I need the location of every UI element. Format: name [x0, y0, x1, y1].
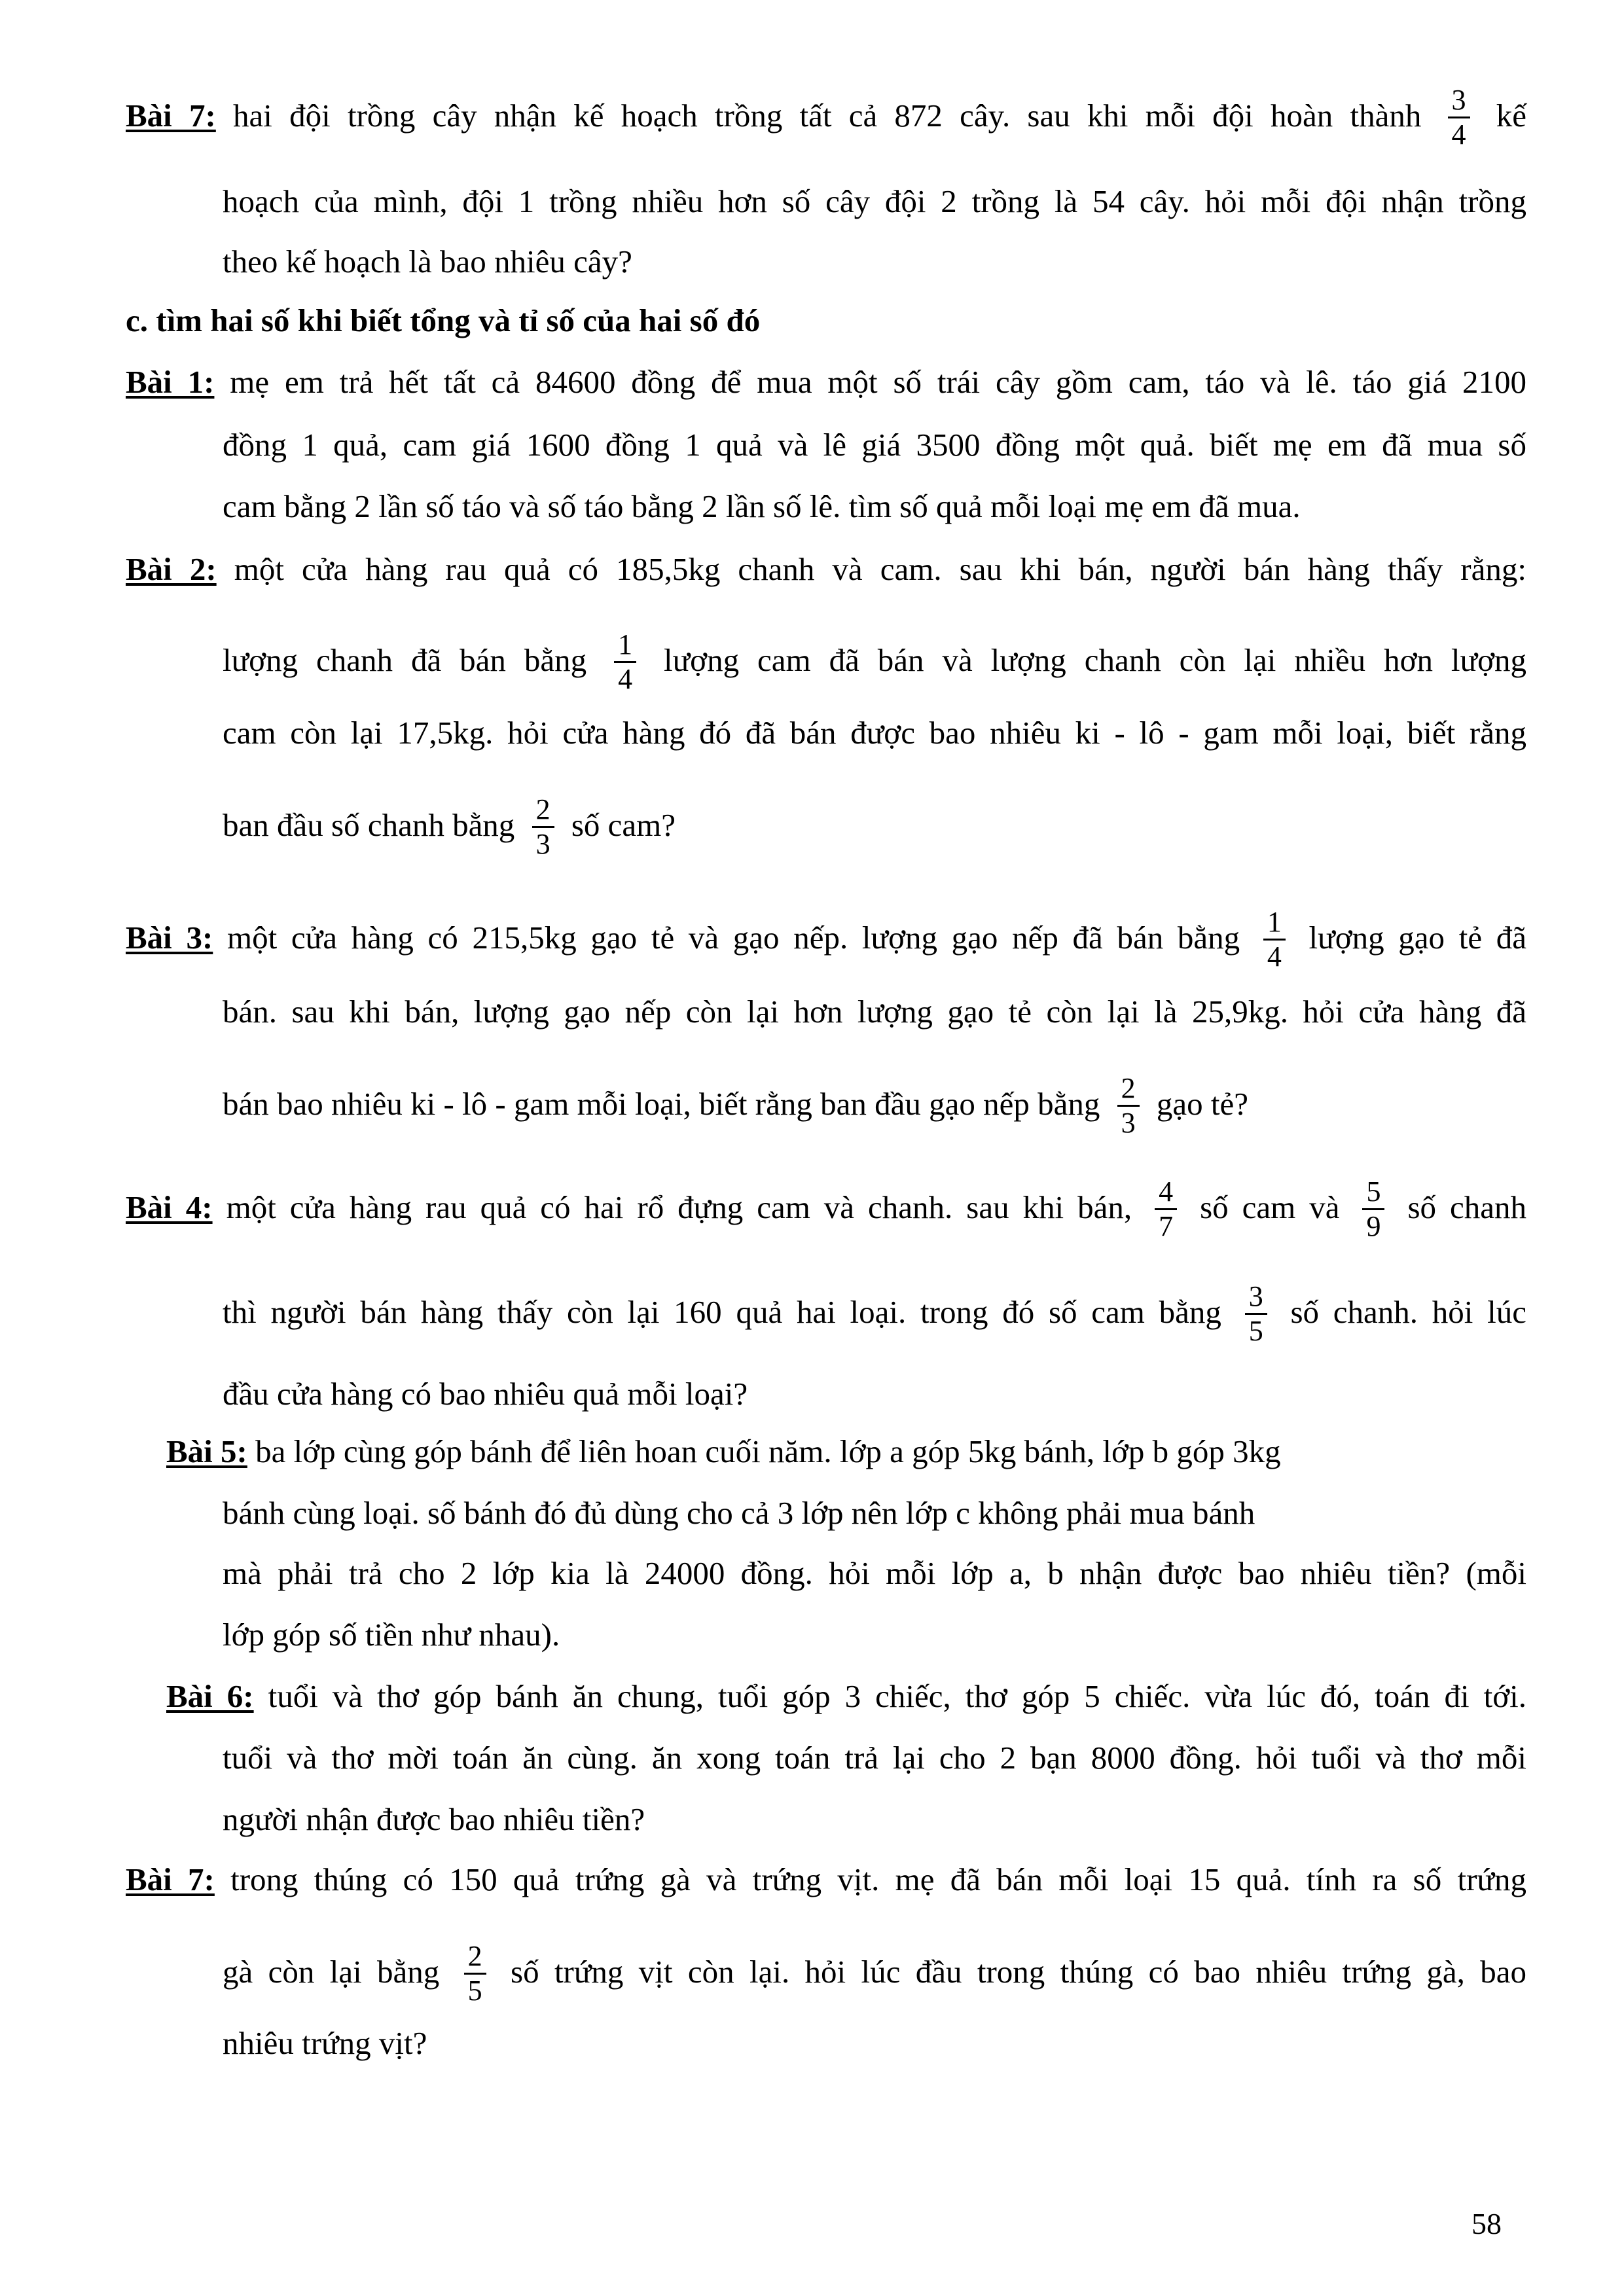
- ex6-label: Bài 6:: [166, 1678, 254, 1714]
- ex7-line-2: gà còn lại bằng $\frac{2}{5}$ số trứng vịt còn lại. hỏi lúc đầu trong thúng có bao nhiêu trứng gà, bao: [223, 1940, 1526, 2007]
- ex6-line-1: Bài 6: tuổi và thơ góp bánh ăn chung, tuổi góp 3 chiếc, thơ góp 5 chiếc. vừa lúc đó, toán đi tới.: [166, 1678, 1526, 1714]
- fraction: $\frac{1}{4}$: [1263, 906, 1286, 973]
- ex3-label: Bài 3:: [126, 919, 213, 956]
- ex7-label: Bài 7:: [126, 1861, 215, 1897]
- ex3-line-3: bán bao nhiêu ki - lô - gam mỗi loại, biết rằng ban đầu gạo nếp bằng $\frac{2}{3}$ gạo tẻ?: [223, 1072, 1248, 1139]
- ex1-line-2: đồng 1 quả, cam giá 1600 đồng 1 quả và lê giá 3500 đồng một quả. biết mẹ em đã mua số: [223, 427, 1526, 463]
- ex4-line-3: đầu cửa hàng có bao nhiêu quả mỗi loại?: [223, 1376, 748, 1412]
- ex6-line-2: tuổi và thơ mời toán ăn cùng. ăn xong toán trả lại cho 2 bạn 8000 đồng. hỏi tuổi và thơ mỗi: [223, 1740, 1526, 1776]
- ex3-line-1: Bài 3: một cửa hàng có 215,5kg gạo tẻ và gạo nếp. lượng gạo nếp đã bán bằng $\frac{1}{4}$ lượng gạo tẻ đã: [126, 906, 1527, 973]
- fraction: $\frac{3}{5}$: [1245, 1280, 1267, 1348]
- ex5-line-3: mà phải trả cho 2 lớp kia là 24000 đồng. hỏi mỗi lớp a, b nhận được bao nhiêu tiền? (mỗi: [223, 1555, 1526, 1591]
- prev-ex-line-1: Bài 7: hai đội trồng cây nhận kế hoạch trồng tất cả 872 cây. sau khi mỗi đội hoàn thành $\frac{3}{4}$ kế: [126, 84, 1527, 151]
- prev-ex-line-3: theo kế hoạch là bao nhiêu cây?: [223, 243, 632, 279]
- ex1-line-1: Bài 1: mẹ em trả hết tất cả 84600 đồng để mua một số trái cây gồm cam, táo và lê. táo giá 2100: [126, 364, 1526, 400]
- ex5-line-1: Bài 5: ba lớp cùng góp bánh để liên hoan cuối năm. lớp a góp 5kg bánh, lớp b góp 3kg: [166, 1433, 1281, 1469]
- ex2-line-2: lượng chanh đã bán bằng $\frac{1}{4}$ lượng cam đã bán và lượng chanh còn lại nhiều hơn lượng: [223, 628, 1527, 695]
- ex4-line-2: thì người bán hàng thấy còn lại 160 quả hai loại. trong đó số cam bằng $\frac{3}{5}$ số chanh. hỏi lúc: [223, 1280, 1527, 1347]
- ex7-line-3: nhiêu trứng vịt?: [223, 2025, 427, 2061]
- ex1-line-3: cam bằng 2 lần số táo và số táo bằng 2 lần số lê. tìm số quả mỗi loại mẹ em đã mua.: [223, 488, 1301, 524]
- ex2-label: Bài 2:: [126, 551, 217, 587]
- ex7-line-1: Bài 7: trong thúng có 150 quả trứng gà và trứng vịt. mẹ đã bán mỗi loại 15 quả. tính ra số trứng: [126, 1861, 1526, 1897]
- fraction: $\frac{2}{3}$: [532, 793, 554, 861]
- ex4-label: Bài 4:: [126, 1189, 213, 1225]
- fraction: $\frac{3}{4}$: [1448, 84, 1470, 151]
- ex6-line-3: người nhận được bao nhiêu tiền?: [223, 1801, 645, 1837]
- prev-ex-line-2: hoạch của mình, đội 1 trồng nhiều hơn số cây đội 2 trồng là 54 cây. hỏi mỗi đội nhận trồng: [223, 183, 1526, 219]
- ex5-label: Bài 5:: [166, 1433, 247, 1469]
- ex4-line-1: Bài 4: một cửa hàng rau quả có hai rổ đựng cam và chanh. sau khi bán, $\frac{4}{7}$ số cam và $\frac{5}{9}$ số chanh: [126, 1175, 1527, 1242]
- section-title: c. tìm hai số khi biết tổng và tỉ số của hai số đó: [126, 302, 761, 338]
- ex1-label: Bài 1:: [126, 364, 215, 400]
- fraction: $\frac{4}{7}$: [1155, 1175, 1177, 1243]
- ex2-line-1: Bài 2: một cửa hàng rau quả có 185,5kg chanh và cam. sau khi bán, người bán hàng thấy rằng:: [126, 551, 1526, 587]
- fraction: $\frac{1}{4}$: [614, 628, 636, 696]
- ex5-line-4: lớp góp số tiền như nhau).: [223, 1617, 560, 1653]
- fraction: $\frac{2}{5}$: [464, 1940, 486, 2007]
- prev-ex-label: Bài 7:: [126, 97, 216, 134]
- fraction: $\frac{2}{3}$: [1117, 1072, 1140, 1139]
- fraction: $\frac{5}{9}$: [1362, 1175, 1384, 1243]
- ex3-line-2: bán. sau khi bán, lượng gạo nếp còn lại hơn lượng gạo tẻ còn lại là 25,9kg. hỏi cửa hàng đã: [223, 994, 1526, 1030]
- ex2-line-4: ban đầu số chanh bằng $\frac{2}{3}$ số cam?: [223, 793, 676, 860]
- ex2-line-3: cam còn lại 17,5kg. hỏi cửa hàng đó đã bán được bao nhiêu ki - lô - gam mỗi loại, biết rằng: [223, 715, 1526, 751]
- ex5-line-2: bánh cùng loại. số bánh đó đủ dùng cho cả 3 lớp nên lớp c không phải mua bánh: [223, 1495, 1255, 1531]
- page-number: 58: [1471, 2207, 1502, 2240]
